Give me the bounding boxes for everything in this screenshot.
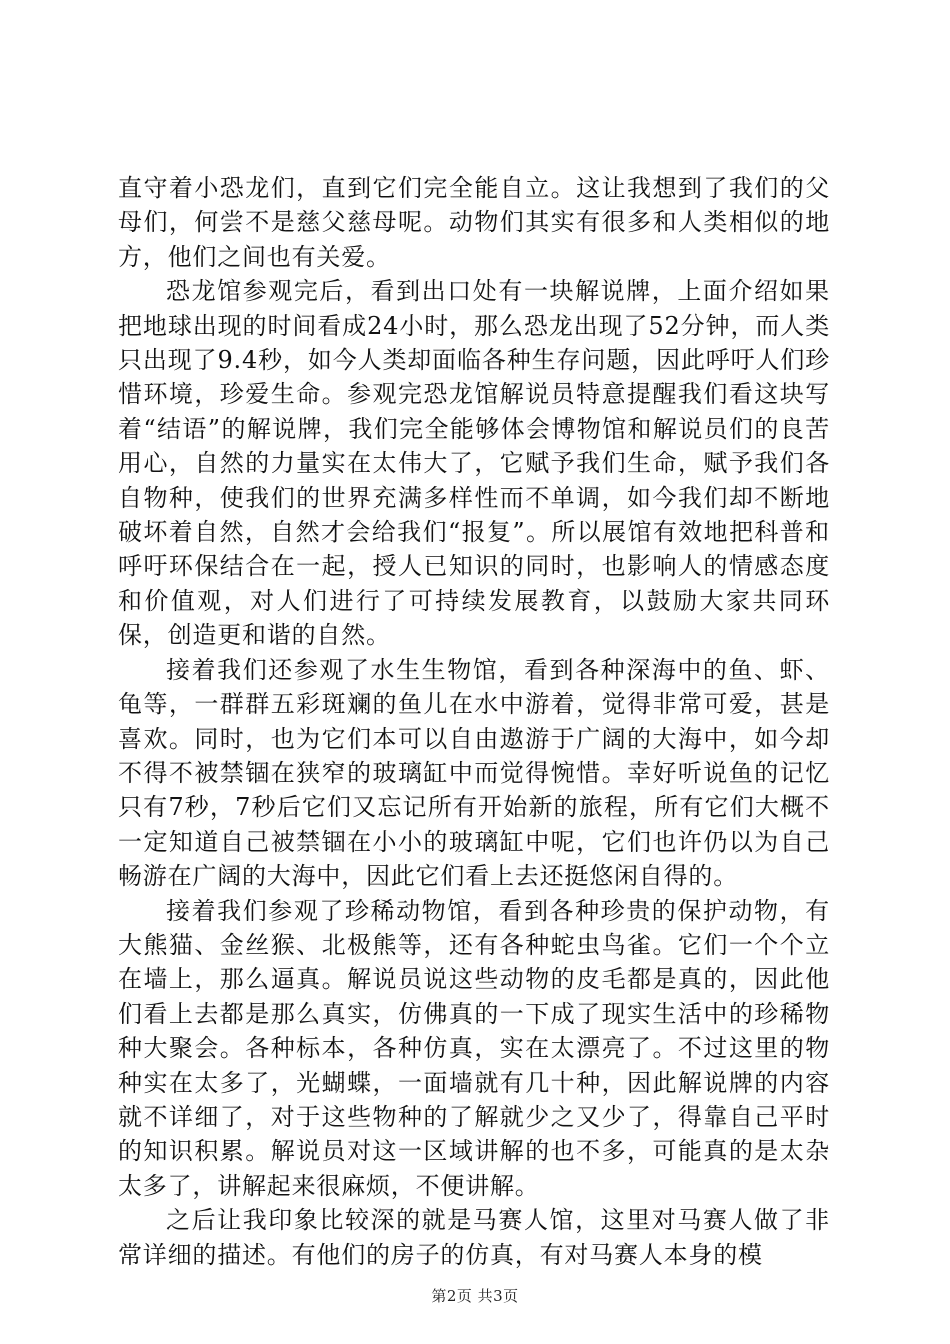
paragraph: 直守着小恐龙们，直到它们完全能自立。这让我想到了我们的父母们，何尝不是慈父慈母呢。动物们其实有很多和人类相似的地方，他们之间也有关爱。 (118, 174, 830, 271)
paragraph: 恐龙馆参观完后，看到出口处有一块解说牌，上面介绍如果把地球出现的时间看成24小时，那么恐龙出现了52分钟，而人类只出现了9.4秒，如今人类却面临各种生存问题，因此呼吁人们珍惜环境，珍爱生命。参观完恐龙馆解说员特意提醒我们看这块写着“结语”的解说牌，我们完全能够体会博物馆和解说员们的良苦用心，自然的力量实在太伟大了，它赋予我们生命，赋予我们各自物种，使我们的世界充满多样性而不单调，如今我们却不断地破坏着自然，自然才会给我们“报复”。所以展馆有效地把科普和呼吁环保结合在一起，授人已知识的同时，也影响人的情感态度和价值观，对人们进行了可持续发展教育，以鼓励大家共同环保，创造更和谐的自然。 (118, 277, 830, 650)
paragraph: 之后让我印象比较深的就是马赛人馆，这里对马赛人做了非常详细的描述。有他们的房子的仿真，有对马赛人本身的模 (118, 1206, 830, 1269)
page-number: 第2页 共3页 (431, 1287, 519, 1305)
paragraph: 接着我们还参观了水生生物馆，看到各种深海中的鱼、虾、龟等，一群群五彩斑斓的鱼儿在水中游着，觉得非常可爱，甚是喜欢。同时，也为它们本可以自由遨游于广阔的大海中，如今却不得不被禁锢在狭窄的玻璃缸中而觉得惋惜。幸好听说鱼的记忆只有7秒，7秒后它们又忘记所有开始新的旅程，所有它们大概不一定知道自己被禁锢在小小的玻璃缸中呢，它们也许仍以为自己畅游在广阔的大海中，因此它们看上去还挺悠闲自得的。 (118, 655, 830, 891)
document-body (118, 171, 830, 1272)
paragraph: 接着我们参观了珍稀动物馆，看到各种珍贵的保护动物，有大熊猫、金丝猴、北极熊等，还有各种蛇虫鸟雀。它们一个个立在墙上，那么逼真。解说员说这些动物的皮毛都是真的，因此他们看上去都是那么真实，仿佛真的一下成了现实生活中的珍稀物种大聚会。各种标本，各种仿真，实在太漂亮了。不过这里的物种实在太多了，光蝴蝶，一面墙就有几十种，因此解说牌的内容就不详细了，对于这些物种的了解就少之又少了，得靠自己平时的知识积累。解说员对这一区域讲解的也不多，可能真的是太杂太多了，讲解起来很麻烦，不便讲解。 (118, 896, 830, 1200)
